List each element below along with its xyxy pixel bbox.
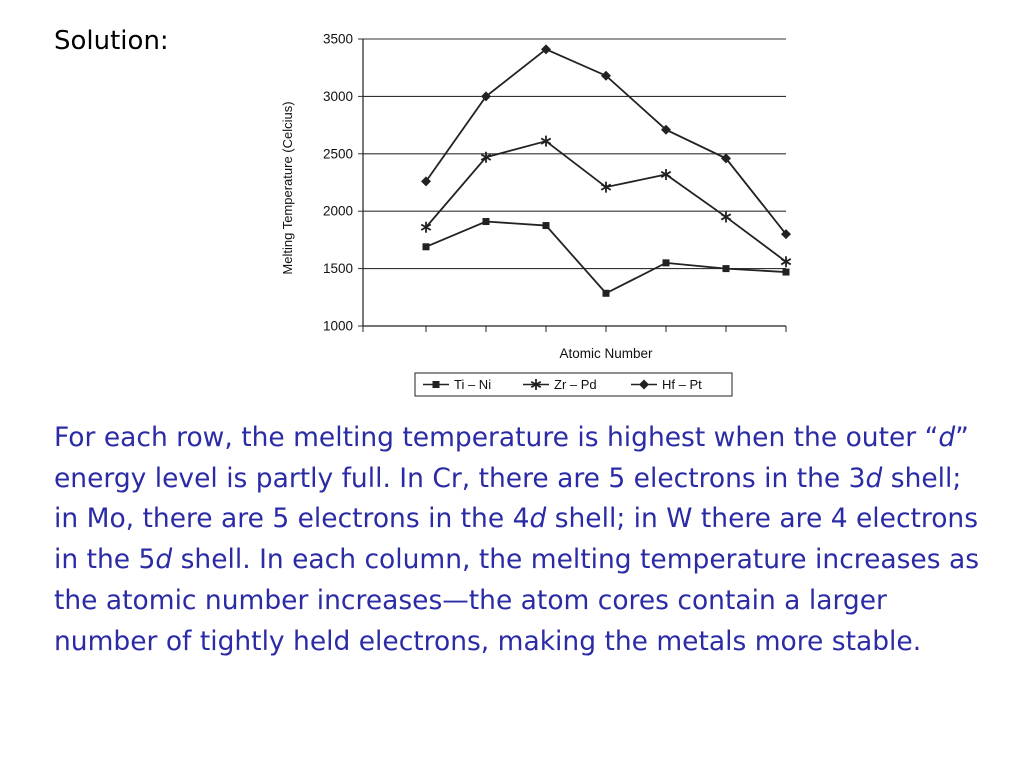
data-point-series-1	[783, 269, 790, 276]
solution-heading: Solution:	[54, 26, 169, 56]
paragraph-text-5: shell. In each column, the melting temperature increases as the atomic number increases—the atom cores contain a larger number of tightly held electrons, making the metals more stable.	[54, 544, 980, 657]
explanation-paragraph	[54, 418, 984, 662]
data-point-series-1	[603, 290, 610, 297]
data-point-series-1	[543, 222, 550, 229]
y-tick-label: 1000	[322, 318, 353, 334]
melting-temperature-chart	[270, 20, 800, 405]
paragraph-d-3: d	[529, 503, 547, 535]
paragraph-text-1: For each row, the melting temperature is highest when the outer “	[54, 422, 939, 453]
y-tick-label: 2500	[322, 146, 353, 162]
paragraph-text-2: ” energy level is partly full. In Cr, there are 5 electrons in the 3	[54, 422, 969, 494]
chart-svg	[270, 20, 800, 405]
y-axis-label: Melting Temperature (Celcius)	[280, 101, 295, 275]
x-axis-label: Atomic Number	[559, 346, 653, 361]
y-tick-label: 1500	[322, 261, 353, 277]
paragraph-text-3: shell; in Mo, there are 5 electrons in the 4	[54, 462, 962, 535]
paragraph-d-1: d	[938, 422, 956, 453]
legend-marker-1	[433, 381, 440, 388]
series-line-1	[426, 222, 786, 294]
data-point-series-2	[721, 211, 731, 222]
y-tick-label: 2000	[322, 203, 353, 219]
data-point-series-2	[781, 256, 791, 267]
y-tick-label: 3500	[322, 31, 353, 47]
legend	[415, 373, 732, 396]
legend-label-2: Zr – Pd	[554, 377, 597, 392]
paragraph-text-4: shell; in W there are 4 electrons in the 5	[54, 503, 979, 576]
data-point-series-1	[723, 265, 730, 272]
series-line-2	[426, 141, 786, 262]
series-layer	[421, 44, 791, 296]
legend-label-3: Hf – Pt	[662, 377, 702, 392]
paragraph-d-2: d	[865, 462, 883, 494]
y-tick-label: 3000	[322, 88, 353, 104]
data-point-series-1	[663, 259, 670, 266]
paragraph-d-4: d	[155, 544, 173, 576]
legend-label-1: Ti – Ni	[454, 377, 492, 392]
data-point-series-1	[483, 218, 490, 225]
axis-layer	[323, 32, 786, 334]
data-point-series-1	[423, 243, 430, 250]
